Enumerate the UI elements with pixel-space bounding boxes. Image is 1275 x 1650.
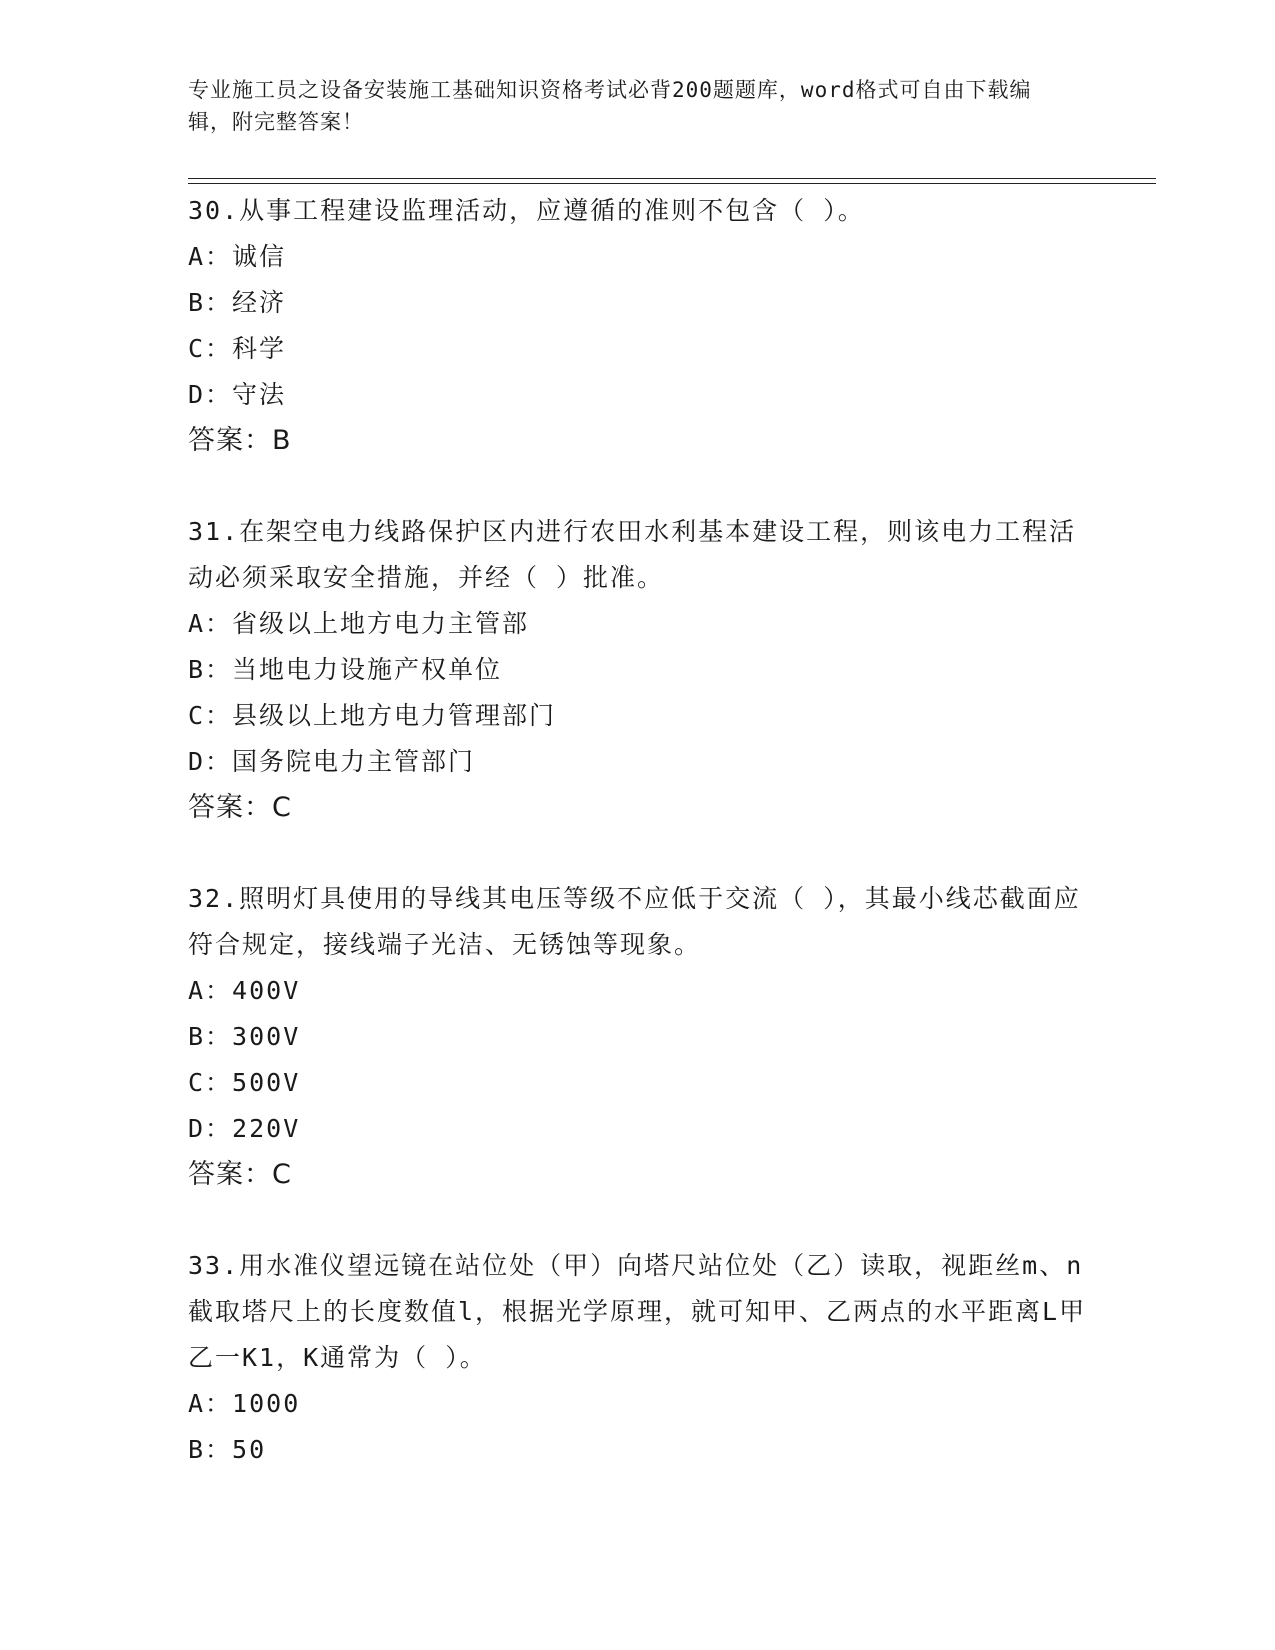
question-31 [188, 509, 1088, 831]
question-text: 33.用水准仪望远镜在站位处（甲）向塔尺站位处（乙）读取，视距丝m、n截取塔尺上的长度数值l，根据光学原理，就可知甲、乙两点的水平距离L甲乙一K1，K通常为（ ）。 [188, 1251, 1087, 1372]
question-33 [188, 1243, 1088, 1473]
answer-label: 答案：C [188, 1159, 292, 1190]
option-c: C：科学 [188, 334, 287, 363]
answer-label: 答案：C [188, 792, 292, 823]
option-b: B：当地电力设施产权单位 [188, 655, 503, 684]
option-d: D：守法 [188, 380, 287, 409]
header-divider-top [188, 178, 1156, 179]
question-32 [188, 876, 1088, 1198]
question-30 [188, 188, 1088, 464]
option-d: D：220V [188, 1114, 301, 1143]
document-header: 专业施工员之设备安装施工基础知识资格考试必背200题题库，word格式可自由下载编辑，附完整答案！ [188, 78, 1032, 134]
option-d: D：国务院电力主管部门 [188, 747, 476, 776]
option-a: A：1000 [188, 1389, 301, 1418]
option-b: B：经济 [188, 288, 287, 317]
question-text: 32.照明灯具使用的导线其电压等级不应低于交流（ ），其最小线芯截面应符合规定，接线端子光洁、无锈蚀等现象。 [188, 884, 1081, 959]
header-divider-bottom [188, 183, 1156, 184]
option-c: C：500V [188, 1068, 301, 1097]
answer-label: 答案：B [188, 425, 292, 456]
option-b: B：300V [188, 1022, 301, 1051]
option-a: A：诚信 [188, 242, 287, 271]
option-b: B：50 [188, 1435, 267, 1464]
question-list [188, 188, 1088, 1518]
question-text: 31.在架空电力线路保护区内进行农田水利基本建设工程，则该电力工程活动必须采取安全措施，并经（ ）批准。 [188, 517, 1077, 592]
option-a: A：400V [188, 976, 301, 1005]
question-text: 30.从事工程建设监理活动，应遵循的准则不包含（ ）。 [188, 196, 865, 225]
option-c: C：县级以上地方电力管理部门 [188, 701, 557, 730]
option-a: A：省级以上地方电力主管部 [188, 609, 530, 638]
